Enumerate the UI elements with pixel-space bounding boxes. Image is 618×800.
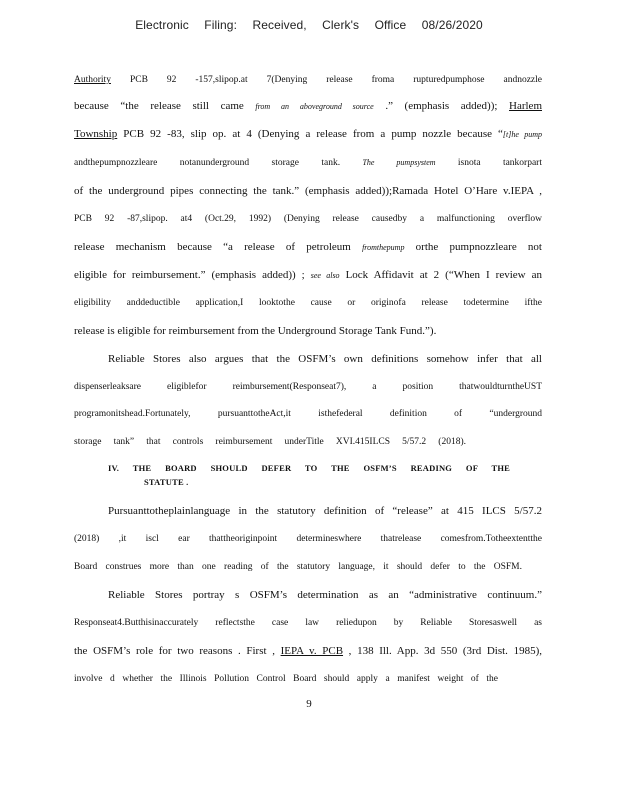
body-line-21: involve d whether the Illinois Pollution Control Board should apply a manifest weight of the — [74, 674, 498, 684]
body-line-20: the OSFM’s role for two reasons . First , IEPA v. PCB , 138 Ill. App. 3d 550 (3rd Dist. 1985), — [74, 645, 542, 657]
body-line-18: Reliable Stores portray s OSFM’s determination as an “administrative continuum.” — [108, 589, 542, 601]
body-line-16: (2018) ,it iscl ear thattheoriginpoint determineswhere thatrelease comesfrom.Totheextentthe — [74, 534, 542, 544]
case-name: Harlem — [509, 100, 542, 112]
case-name: Township — [74, 128, 118, 140]
body-line-5: of the underground pipes connecting the tank.” (emphasis added));Ramada Hotel O’Hare v.IEPA , — [74, 185, 542, 197]
body-line-17: Board construes more than one reading of the statutory language, it should defer to the OSFM. — [74, 562, 522, 572]
section-heading: IV. THE BOARD SHOULD DEFER TO THE OSFM’S READING OF THE — [108, 463, 510, 473]
italic-quote: fromthepump — [362, 243, 405, 252]
body-line-2: because “the release still came from an aboveground source .” (emphasis added)); Harlem — [74, 100, 542, 112]
italic-quote: The pumpsystem — [362, 158, 436, 167]
body-line-8: eligible for reimbursement.” (emphasis added)) ; see also Lock Affidavit at 2 (“When I review an — [74, 269, 542, 281]
body-line-3: Township PCB 92 -83, slip op. at 4 (Denying a release from a pump nozzle because “[t]he pump — [74, 128, 542, 140]
italic-quote: [t]he pump — [502, 130, 542, 139]
body-line-1: Authority PCB 92 -157,slipop.at 7(Denying release froma rupturedpumphose andnozzle — [74, 75, 542, 85]
body-line-12: dispenserleaksare eligiblefor reimbursement(Responseat7), a position thatwouldturntheUST — [74, 382, 542, 392]
section-heading-cont: STATUTE . — [144, 477, 189, 487]
body-line-14: storage tank” that controls reimbursement underTitle XVI.415ILCS 5/57.2 (2018). — [74, 437, 466, 447]
page-number: 9 — [306, 698, 312, 710]
body-line-13: programonitshead.Fortunately, pursuanttotheAct,it isthefederal definition of “underground — [74, 409, 542, 419]
body-line-10: release is eligible for reimbursement from the Underground Storage Tank Fund.”). — [74, 325, 437, 337]
filing-header: Electronic Filing: Received, Clerk's Office 08/26/2020 — [135, 18, 483, 32]
body-line-19: Responseat4.Butthisinaccurately reflectsthe case law reliedupon by Reliable Storesaswell as — [74, 618, 542, 628]
body-line-7: release mechanism because “a release of petroleum fromthepump orthe pumpnozzleare not — [74, 241, 542, 253]
body-line-15: Pursuanttotheplainlanguage in the statutory definition of “release” at 415 ILCS 5/57.2 — [108, 505, 542, 517]
body-line-9: eligibility anddeductible application,I looktothe cause or originofa release todetermine ifthe — [74, 298, 542, 308]
case-name: Authority — [74, 75, 111, 85]
italic-signal: see also — [310, 271, 340, 280]
italic-quote: from an aboveground source — [255, 102, 374, 111]
body-line-11: Reliable Stores also argues that the OSFM’s own definitions somehow infer that all — [108, 353, 542, 365]
body-line-6: PCB 92 -87,slipop. at4 (Oct.29, 1992) (Denying release causedby a malfunctioning overflow — [74, 214, 542, 224]
body-line-4: andthepumpnozzleare notanunderground storage tank. The pumpsystem isnota tankorpart — [74, 158, 542, 168]
case-name: IEPA v. PCB — [280, 645, 344, 657]
